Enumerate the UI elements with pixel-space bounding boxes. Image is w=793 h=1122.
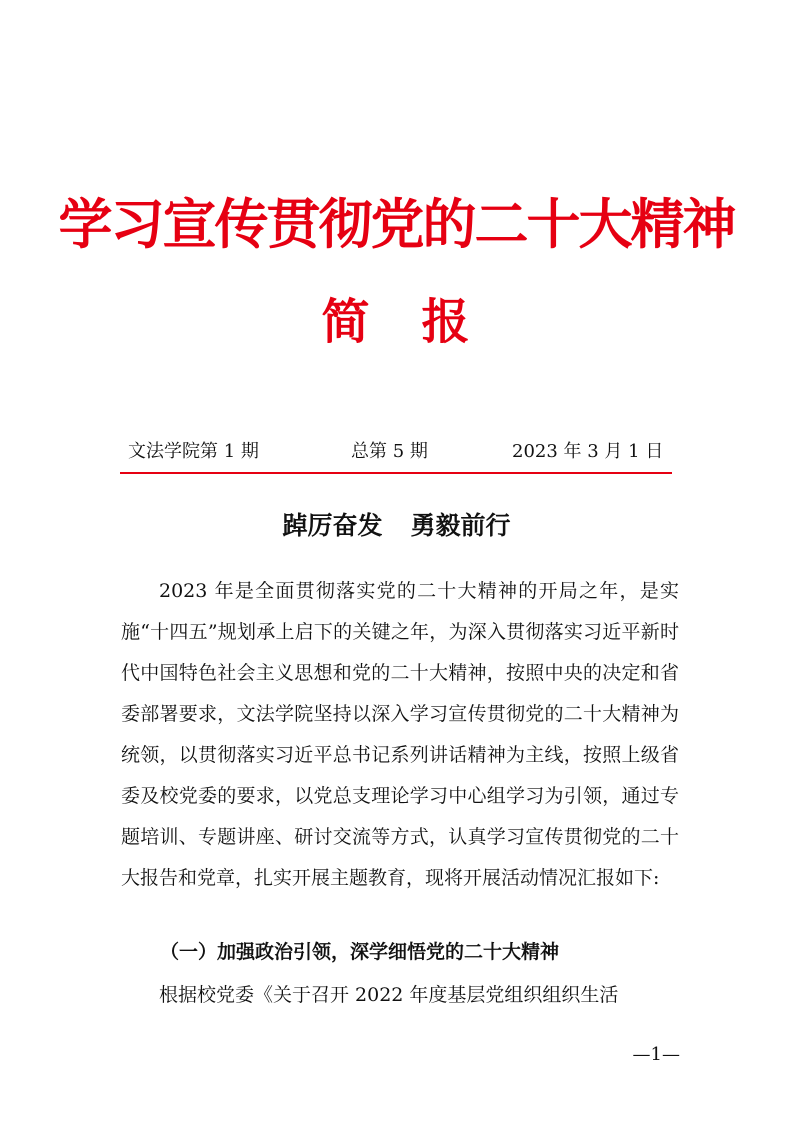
total-issue: 总第 5 期 — [351, 441, 428, 462]
issue-date: 2023 年 3 月 1 日 — [512, 441, 664, 462]
department-issue: 文法学院第 1 期 — [128, 441, 259, 462]
issue-info-line — [120, 438, 672, 466]
masthead-title: 学习宣传贯彻党的二十大精神 — [58, 192, 735, 256]
page-number: —1— — [632, 1044, 680, 1065]
intro-paragraph: 2023 年是全面贯彻落实党的二十大精神的开局之年，是实施“十四五”规划承上启下的关键之年，为深入贯彻落实习近平新时代中国特色社会主义思想和党的二十大精神，按照中央的决定和省委部署要求，文法学院坚持以深入学习宣传贯彻党的二十大精神为统领，以贯彻落实习近平总书记系列讲话精神为主线，按照上级省委及校党委的要求，以党总支理论学习中心组学习为引领，通过专题培训、专题讲座、研讨交流等方式，认真学习宣传贯彻党的二十大报告和党章，扎实开展主题教育，现将开展活动情况汇报如下: — [121, 580, 679, 889]
article-title — [0, 508, 793, 544]
red-divider — [120, 472, 672, 474]
section-heading: （一）加强政治引领，深学细悟党的二十大精神 — [160, 941, 560, 963]
section-paragraph: 根据校党委《关于召开 2022 年度基层党组织组织生活 — [159, 984, 619, 1006]
article-title-part1: 踔厉奋发 — [282, 511, 383, 540]
article-title-part2: 勇毅前行 — [410, 511, 511, 540]
masthead-subtitle: 简 报 — [321, 294, 472, 350]
